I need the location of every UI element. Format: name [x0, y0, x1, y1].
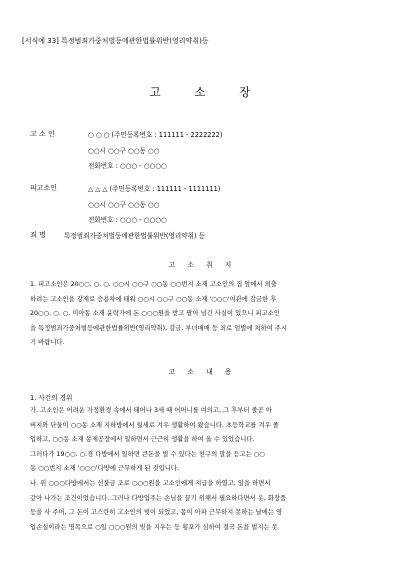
complainant-name: ○ ○ ○ (주민등록번호 : 111111 - 2222222): [88, 131, 223, 139]
content-heading: 고 소 내 용: [168, 368, 237, 376]
accused-label: 피고소인: [30, 184, 58, 192]
accused-name: △ △ △ (주민등록번호 : 111111 - 1111111): [88, 185, 221, 193]
content-line: 업하고, ○○동 소재 봉제공장에서 일하면서 근근히 생활을 하여 올 수 있었습니다.: [30, 436, 255, 444]
purpose-line: 을 특정범죄가중처벌등에관한법률위반(영리약취), 감금, 부녀매매 등 죄로 엄벌에 처하여 주시: [30, 324, 288, 332]
purpose-paragraph: [30, 278, 380, 351]
content-line: 버지와 단둘이 ○○동 소재 지하방에서 월세로 겨우 생활하여 왔습니다. 초등학교를 겨우 졸: [30, 421, 279, 429]
complainant-address: ○○시 ○○구 ○○동 ○○: [88, 147, 160, 155]
content-line: 업손실이라는 명목으로 ○일 ○○○원의 빚을 지우는 등 횡포가 심하여 결국 돈을 벌지는 못: [30, 523, 278, 531]
complainant-label: 고 소 인: [30, 130, 55, 138]
content-paragraph: [30, 404, 380, 535]
content-line: 동 ○○번지 소재 '○○○'다방에 근무하게 된 것입니다.: [30, 465, 179, 473]
form-code: [서식예 33] 특정범죄가중처벌등에관한법률위반(영리약취)등: [22, 37, 209, 45]
purpose-line: 기 바랍니다.: [30, 339, 65, 347]
purpose-line: 1. 피고소인은 20○○. ○. ○. ○○시 ○○구 ○○동 ○○번지 소재 고소인의 집 앞에서 외출: [30, 281, 277, 288]
content-line: 나. 위 ○○○다방에서는 선불금 조로 ○○○원을 고소인에게 지급을 하였고, 일을 하면서: [30, 479, 271, 487]
content-subheading: 1. 사건의 경위: [30, 394, 73, 402]
document-title: 고 소 장: [149, 85, 266, 99]
purpose-line: 하려는 고소인을 강제로 승용차에 태워 ○○시 ○○구 ○○동 소재 '○○○'여관에 감금한 후: [30, 295, 277, 303]
content-line: 가. 고소인은 어려운 가정환경 속에서 태어나 3세 때 어머니를 여의고, 그 후부터 줄곧 아: [30, 407, 272, 414]
accused-address: ○○시 ○○구 ○○동 ○○: [88, 201, 160, 209]
content-line: 등을 사 주어, 그 돈이 고스란히 고소인의 빚이 되었고, 몸이 아파 근무하지 못하는 날에는 영: [30, 509, 283, 517]
charge-label: 죄 명: [30, 231, 46, 239]
complainant-phone: 전화번호 : ○○○ - ○○○○: [88, 162, 167, 170]
purpose-line: 20○○. ○. ○. 미아동 소재 윤락가에 돈 ○○○원을 받고 팔아 넘긴 사실이 있으니 피고소인: [30, 310, 280, 318]
accused-phone: 전화번호 : ○○○ - ○○○○: [88, 216, 167, 224]
content-line: 갚아 나가는 조건이었습니다. 그러나 다방업주는 손님을 끌기 위해서 필요하다면서 옷, 화장품: [30, 494, 287, 502]
charge-value: 특정범죄가중처벌등에관한법률위반(영리약취) 등: [64, 232, 206, 240]
purpose-heading: 고 소 취 지: [168, 261, 237, 269]
content-line: 그러다가 19○○. ○.경 다방에서 일하면 큰돈을 벌 수 있다는 친구의 말을 듣고는 ○○: [30, 450, 265, 458]
